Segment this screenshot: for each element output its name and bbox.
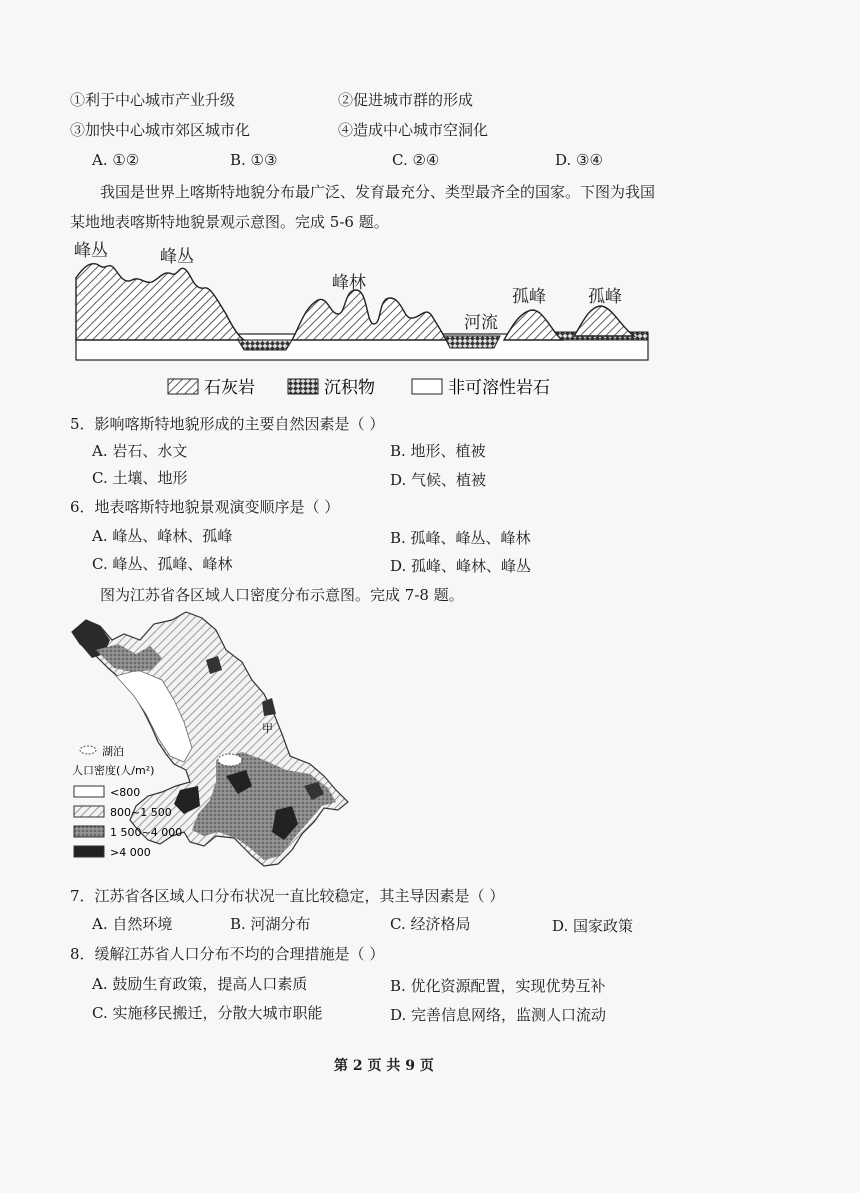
q4-option-2: ②促进城市群的形成	[338, 91, 474, 109]
legend-class-3-label: 1 500~4 000	[110, 826, 183, 839]
legend-sediment-swatch	[288, 379, 318, 394]
intro-5-6-line2: 某地地表喀斯特地貌景观示意图。完成 5-6 题。	[70, 213, 389, 231]
legend-class-2-swatch	[74, 806, 104, 817]
q8-choice-c: C. 实施移民搬迁，分散大城市职能	[92, 1004, 323, 1022]
jiangsu-population-map	[66, 610, 356, 872]
q5-stem: 5．影响喀斯特地貌形成的主要自然因素是（ ）	[70, 415, 385, 433]
q5-choice-c: C. 土壤、地形	[92, 469, 188, 487]
label-fengcong-2: 峰丛	[160, 247, 194, 267]
q8-choice-b: B. 优化资源配置，实现优势互补	[390, 977, 606, 995]
q7-stem: 7．江苏省各区域人口分布状况一直比较稳定，其主导因素是（ ）	[70, 887, 505, 905]
q6-choice-b: B. 孤峰、峰丛、峰林	[390, 529, 531, 547]
q4-choice-a: A. ①②	[92, 151, 140, 169]
sediment-left	[238, 340, 292, 350]
label-fenglin: 峰林	[332, 273, 366, 293]
lake-legend-icon	[80, 746, 96, 754]
q6-choice-a: A. 峰丛、峰林、孤峰	[92, 527, 233, 545]
legend-class-4-label: >4 000	[110, 846, 151, 859]
q5-choice-a: A. 岩石、水文	[92, 442, 188, 460]
legend-sediment-label: 沉积物	[324, 378, 375, 398]
legend-class-2-label: 800~1 500	[110, 806, 172, 819]
karst-legend	[168, 376, 588, 398]
label-gufeng-1: 孤峰	[512, 287, 546, 307]
legend-limestone-label: 石灰岩	[204, 378, 255, 398]
q4-option-1: ①利于中心城市产业升级	[70, 91, 236, 109]
intro-7-8: 图为江苏省各区域人口密度分布示意图。完成 7-8 题。	[100, 586, 464, 604]
q5-choice-b: B. 地形、植被	[390, 442, 486, 460]
gufeng-2-limestone	[574, 306, 634, 336]
q4-choice-b: B. ①③	[230, 151, 278, 169]
legend-class-1-swatch	[74, 786, 104, 797]
q8-choice-a: A. 鼓励生育政策，提高人口素质	[92, 975, 308, 993]
intro-5-6-line1: 我国是世界上喀斯特地貌分布最广泛、发育最充分、类型最齐全的国家。下图为我国	[100, 183, 656, 201]
q4-choice-d: D. ③④	[555, 151, 603, 169]
lake-shape	[218, 754, 242, 766]
q6-stem: 6．地表喀斯特地貌景观演变顺序是（ ）	[70, 498, 340, 516]
q7-choice-d: D. 国家政策	[552, 917, 634, 935]
q8-choice-d: D. 完善信息网络，监测人口流动	[390, 1006, 607, 1024]
legend-insoluble-label: 非可溶性岩石	[448, 378, 550, 398]
q7-choice-b: B. 河湖分布	[230, 915, 311, 933]
q5-choice-d: D. 气候、植被	[390, 471, 487, 489]
page-footer: 第 2 页 共 9 页	[334, 1058, 434, 1074]
q4-option-3: ③加快中心城市郊区城市化	[70, 121, 251, 139]
q8-stem: 8．缓解江苏省人口分布不均的合理措施是（ ）	[70, 945, 385, 963]
fengcong-limestone	[76, 264, 244, 340]
fenglin-limestone	[292, 290, 446, 340]
legend-class-1-label: <800	[110, 786, 141, 799]
legend-class-3-swatch	[74, 826, 104, 837]
label-river: 河流	[464, 313, 498, 333]
q6-choice-c: C. 峰丛、孤峰、峰林	[92, 555, 233, 573]
label-gufeng-2: 孤峰	[588, 287, 622, 307]
q6-choice-d: D. 孤峰、峰林、峰丛	[390, 557, 532, 575]
legend-limestone-swatch	[168, 379, 198, 394]
legend-class-4-swatch	[74, 846, 104, 857]
map-legend-title: 人口密度(人/m²)	[72, 764, 155, 777]
gufeng-1-limestone	[504, 310, 562, 340]
legend-insoluble-swatch	[412, 379, 442, 394]
q4-choice-c: C. ②④	[392, 151, 440, 169]
q4-option-4: ④造成中心城市空洞化	[338, 121, 489, 139]
map-mark-jia: 甲	[262, 722, 273, 735]
q7-choice-a: A. 自然环境	[92, 915, 173, 933]
label-fengcong-1: 峰丛	[74, 241, 108, 261]
q7-choice-c: C. 经济格局	[390, 915, 471, 933]
sediment-mid	[444, 336, 500, 348]
lake-legend-label: 湖泊	[102, 745, 124, 758]
